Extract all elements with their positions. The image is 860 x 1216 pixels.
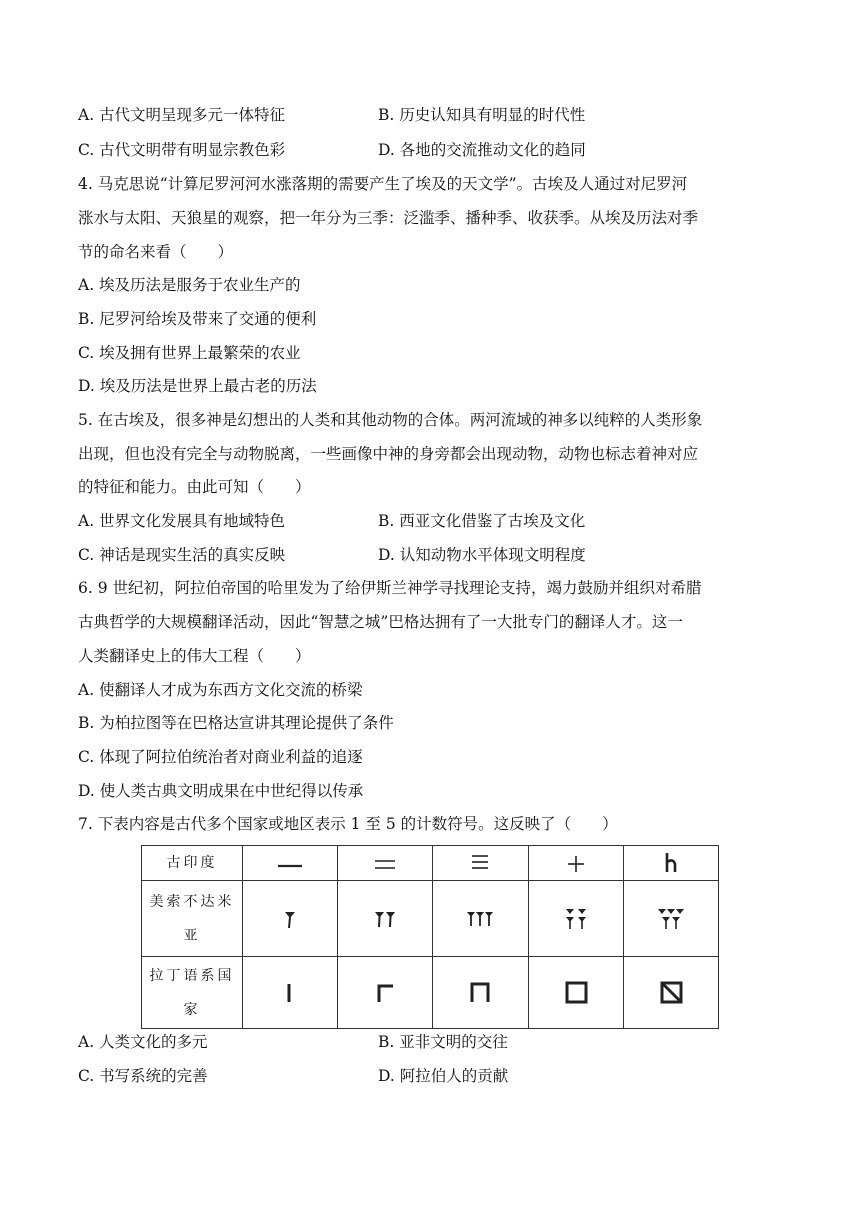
q6-stem-line2: 古典哲学的大规模翻译活动，因此“智慧之城”巴格达拥有了一大批专门的翻译人才。这一	[78, 613, 683, 631]
india-symbol-1	[243, 846, 338, 881]
table-row-mesopotamia	[142, 881, 719, 957]
latin-symbol-3	[433, 957, 528, 1029]
q3-option-c: C. 古代文明带有明显宗教色彩	[78, 141, 286, 159]
numeral-table	[141, 845, 719, 1029]
latin-symbol-4	[528, 957, 623, 1029]
q7-option-c: C. 书写系统的完善	[78, 1067, 208, 1085]
q7-stem: 7. 下表内容是古代多个国家或地区表示 1 至 5 的计数符号。这反映了（ ）	[78, 815, 618, 833]
q5-stem-line2: 出现，但也没有完全与动物脱离，一些画像中神的身旁都会出现动物，动物也标志着神对应	[78, 445, 699, 463]
q4-option-a: A. 埃及历法是服务于农业生产的	[78, 276, 301, 294]
q5-option-d: D. 认知动物水平体现文明程度	[378, 546, 586, 564]
q6-option-a: A. 使翻译人才成为东西方文化交流的桥梁	[78, 681, 363, 699]
cuneiform-symbol-3	[433, 881, 528, 957]
cuneiform-symbol-5	[623, 881, 718, 957]
q6-option-c: C. 体现了阿拉伯统治者对商业利益的追逐	[78, 748, 363, 766]
q3-option-a: A. 古代文明呈现多元一体特征	[78, 106, 286, 124]
q6-option-b: B. 为柏拉图等在巴格达宣讲其理论提供了条件	[78, 714, 394, 732]
q4-stem-line1: 4. 马克思说“计算尼罗河河水涨落期的需要产生了埃及的天文学”。古埃及人通过对尼罗河	[78, 175, 688, 193]
latin-symbol-5	[623, 957, 718, 1029]
row-head-latin-line1: 拉丁语系国	[149, 967, 235, 984]
q7-option-d: D. 阿拉伯人的贡献	[378, 1067, 509, 1085]
q7-option-b: B. 亚非文明的交往	[378, 1033, 508, 1051]
india-symbol-3	[433, 846, 528, 881]
q6-option-d: D. 使人类古典文明成果在中世纪得以传承	[78, 782, 364, 800]
q4-option-d: D. 埃及历法是世界上最古老的历法	[78, 377, 317, 395]
q5-option-b: B. 西亚文化借鉴了古埃及文化	[378, 512, 586, 530]
cuneiform-symbol-2	[338, 881, 433, 957]
row-head-mesopotamia-line2: 亚	[183, 927, 201, 944]
q3-option-d: D. 各地的交流推动文化的趋同	[378, 141, 586, 159]
india-symbol-5	[623, 846, 718, 881]
q3-option-b: B. 历史认知具有明显的时代性	[378, 106, 586, 124]
q6-stem-line3: 人类翻译史上的伟大工程（ ）	[78, 647, 311, 665]
cuneiform-symbol-4	[528, 881, 623, 957]
q5-option-a: A. 世界文化发展具有地域特色	[78, 512, 286, 530]
q4-option-b: B. 尼罗河给埃及带来了交通的便利	[78, 310, 317, 328]
q5-stem-line1: 5. 在古埃及，很多神是幻想出的人类和其他动物的合体。两河流域的神多以纯粹的人类形象	[78, 411, 703, 429]
row-head-mesopotamia-line1: 美索不达米	[149, 893, 235, 910]
q4-stem-line3: 节的命名来看（ ）	[78, 243, 234, 261]
cuneiform-symbol-1	[243, 881, 338, 957]
q6-stem-line1: 6. 9 世纪初，阿拉伯帝国的哈里发为了给伊斯兰神学寻找理论支持，竭力鼓励并组织对希腊	[78, 579, 702, 597]
row-head-latin-line2: 家	[183, 1001, 201, 1018]
q5-option-c: C. 神话是现实生活的真实反映	[78, 546, 286, 564]
q7-option-a: A. 人类文化的多元	[78, 1033, 208, 1051]
table-row-latin	[142, 957, 719, 1029]
row-head-india: 古印度	[142, 846, 243, 881]
latin-symbol-1	[243, 957, 338, 1029]
q5-stem-line3: 的特征和能力。由此可知（ ）	[78, 478, 311, 496]
q4-option-c: C. 埃及拥有世界上最繁荣的农业	[78, 344, 301, 362]
q4-stem-line2: 涨水与太阳、天狼星的观察，把一年分为三季：泛滥季、播种季、收获季。从埃及历法对季	[78, 209, 699, 227]
latin-symbol-2	[338, 957, 433, 1029]
india-symbol-2	[338, 846, 433, 881]
india-symbol-4	[528, 846, 623, 881]
table-row-india	[142, 846, 719, 881]
row-head-mesopotamia	[142, 881, 243, 957]
row-head-latin	[142, 957, 243, 1029]
